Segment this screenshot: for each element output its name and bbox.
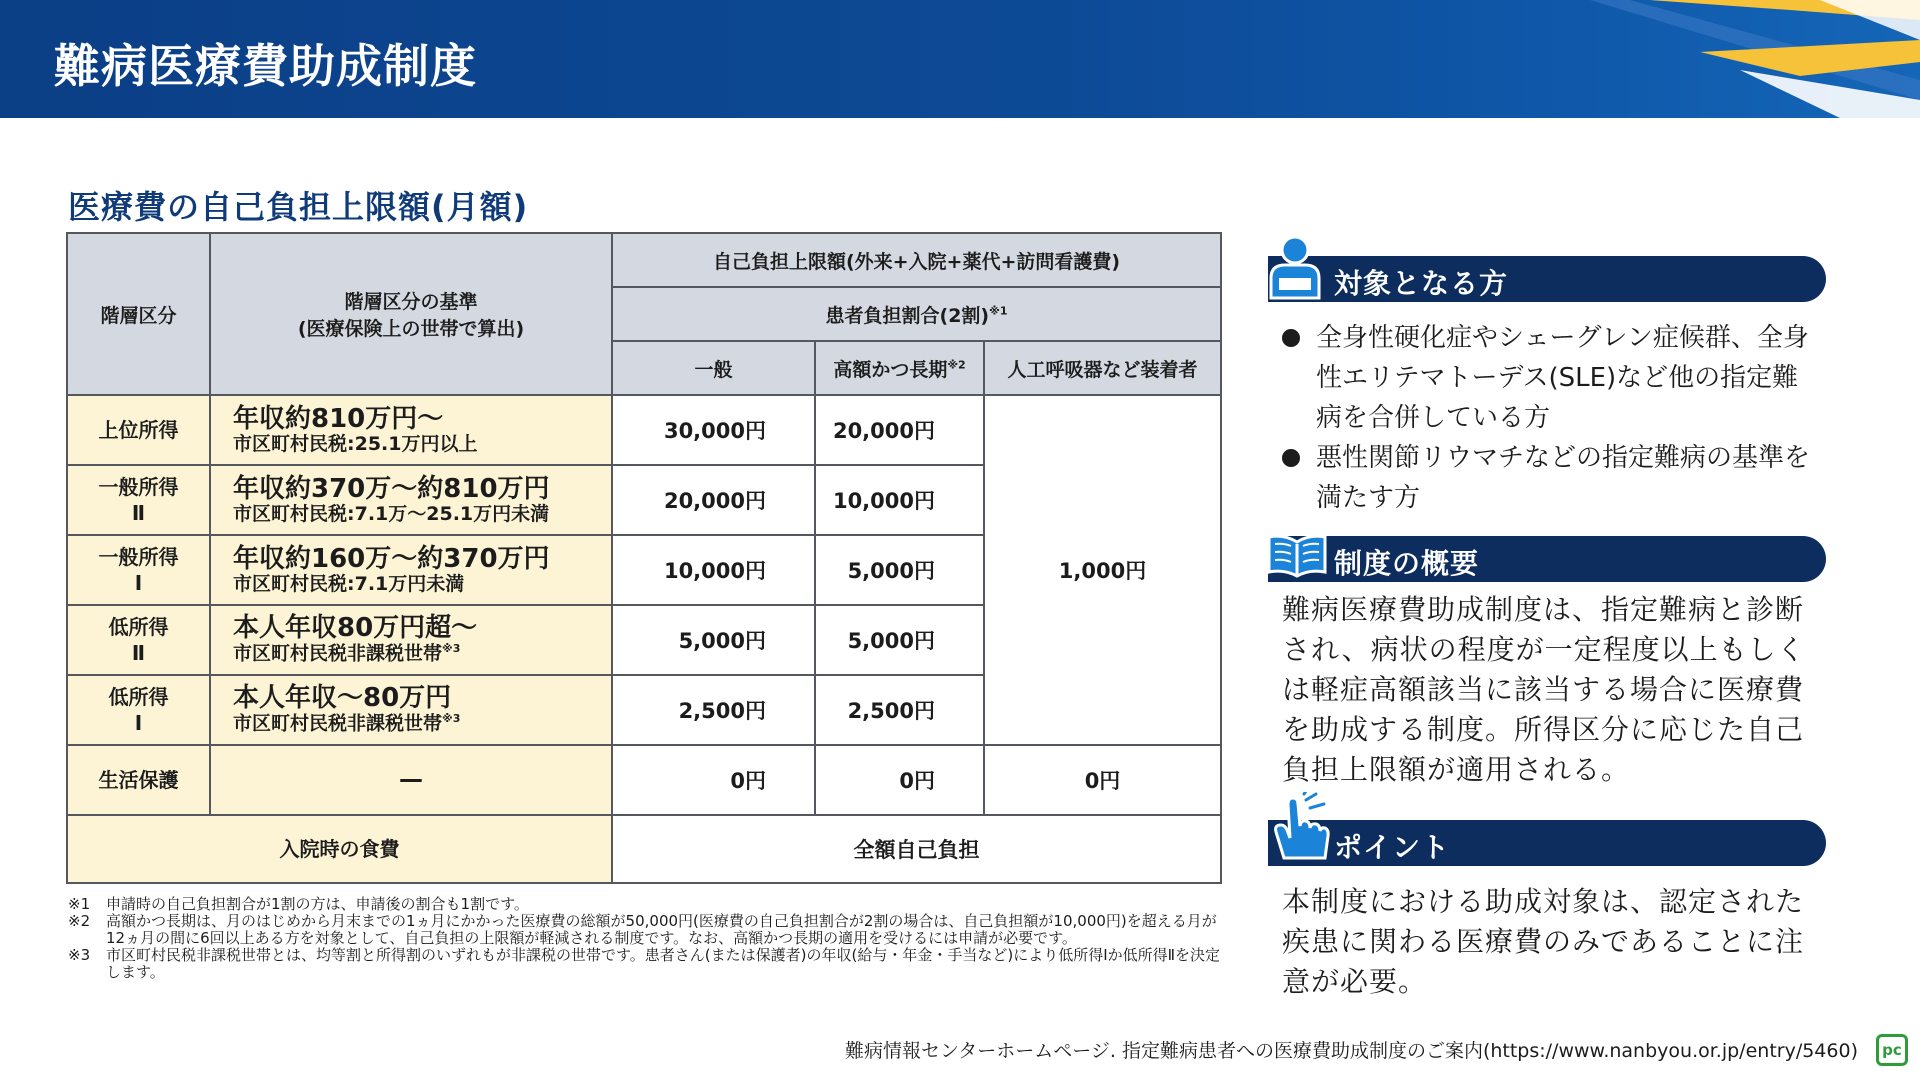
row-general-value: 20,000円 xyxy=(612,465,815,535)
row-general-value: 5,000円 xyxy=(612,605,815,675)
pointing-hand-icon xyxy=(1270,792,1336,866)
footnote-text: 市区町村民税非課税世帯とは、均等割と所得割のいずれもが非課税の世帯です。患者さん(または保護者)の年収(給与・年金・手当など)により低所得Ⅰか低所得Ⅱを決定します。 xyxy=(106,946,1221,981)
source-citation: 難病情報センターホームページ. 指定難病患者への医療費助成制度のご案内(https://www.nanbyou.or.jp/entry/5460) xyxy=(845,1040,1858,1062)
row-category-label: 一般所得 xyxy=(98,545,179,569)
footnote-mark: ※1 xyxy=(68,895,91,913)
header-general: 一般 xyxy=(612,341,815,395)
target-heading-bar xyxy=(1268,256,1826,302)
meal-value: 全額自己負担 xyxy=(612,815,1221,883)
footnote-mark: ※3 xyxy=(68,946,91,964)
target-list xyxy=(1282,318,1822,518)
row-criteria-main: 年収約370万〜約810万円 xyxy=(233,473,550,504)
header-criteria-line2: (医療保険上の世帯で算出) xyxy=(297,318,525,340)
row-criteria xyxy=(210,395,612,465)
welfare-ventilator-value: 0円 xyxy=(984,745,1221,815)
row-criteria xyxy=(210,605,612,675)
header-ratio xyxy=(612,287,1221,341)
row-criteria-sub xyxy=(233,713,611,735)
list-item-text: 悪性関節リウマチなどの指定難病の基準を満たす方 xyxy=(1316,443,1811,513)
row-longterm-value: 20,000円 xyxy=(815,395,984,465)
row-category-label: 低所得 xyxy=(108,615,169,639)
row-general-value: 2,500円 xyxy=(612,675,815,745)
footnote xyxy=(68,913,1228,947)
row-category-label: 上位所得 xyxy=(98,418,179,442)
ventilator-merged-value: 1,000円 xyxy=(984,395,1221,745)
row-category-level: Ⅰ xyxy=(134,571,143,595)
table-row-meal xyxy=(67,815,1221,883)
header-criteria-line1: 階層区分の基準 xyxy=(344,291,478,313)
table-row xyxy=(67,395,1221,465)
fee-limit-table xyxy=(66,232,1222,884)
footnote xyxy=(68,896,1228,913)
welfare-general-value: 0円 xyxy=(612,745,815,815)
person-icon xyxy=(1268,234,1322,300)
footnotes xyxy=(68,896,1228,981)
row-criteria-main: 本人年収80万円超〜 xyxy=(233,613,478,644)
row-criteria xyxy=(210,535,612,605)
row-longterm-value: 5,000円 xyxy=(815,605,984,675)
point-heading-bar xyxy=(1268,820,1826,866)
footnote-mark: ※2 xyxy=(68,912,91,930)
row-general-value: 10,000円 xyxy=(612,535,815,605)
row-category xyxy=(67,465,210,535)
header-longterm-label: 高額かつ長期 xyxy=(833,358,948,381)
row-longterm-value: 5,000円 xyxy=(815,535,984,605)
bullet-icon xyxy=(1282,449,1300,467)
meal-label: 入院時の食費 xyxy=(67,815,612,883)
row-category xyxy=(67,535,210,605)
row-criteria-sub-text: 市区町村民税非課税世帯 xyxy=(233,712,443,735)
row-category-level: Ⅱ xyxy=(131,641,146,665)
overview-text: 難病医療費助成制度は、指定難病と診断され、病状の程度が一定程度以上もしくは軽症高額該当に該当する場合に医療費を助成する制度。所得区分に応じた自己負担上限額が適用される。 xyxy=(1282,593,1806,786)
book-icon xyxy=(1266,532,1328,578)
header-category: 階層区分 xyxy=(67,233,210,395)
page-title: 難病医療費助成制度 xyxy=(54,39,477,93)
row-category-label: 低所得 xyxy=(108,685,169,709)
row-criteria-sub: 市区町村民税:7.1万円未満 xyxy=(233,572,465,595)
row-longterm-value: 2,500円 xyxy=(815,675,984,745)
header-ratio-note: ※1 xyxy=(989,304,1008,318)
header-longterm-note: ※2 xyxy=(947,358,966,372)
header-banner xyxy=(0,0,1920,118)
row-criteria xyxy=(210,675,612,745)
row-category-level: Ⅱ xyxy=(131,501,146,525)
overview-heading-bar xyxy=(1268,536,1826,582)
row-criteria-sub-text: 市区町村民税非課税世帯 xyxy=(233,642,443,665)
section-title: 医療費の自己負担上限額(月額) xyxy=(68,188,529,226)
bullet-icon xyxy=(1282,329,1300,347)
row-criteria-main: 本人年収〜80万円 xyxy=(233,683,452,714)
header-ratio-label: 患者負担割合(2割) xyxy=(825,304,990,327)
row-category xyxy=(67,395,210,465)
header-longterm xyxy=(815,341,984,395)
welfare-longterm-value: 0円 xyxy=(815,745,984,815)
point-text: 本制度における助成対象は、認定された疾患に関わる医療費のみであることに注意が必要。 xyxy=(1282,885,1805,998)
header-limit: 自己負担上限額(外来+入院+薬代+訪問看護費) xyxy=(612,233,1221,287)
row-criteria-sub: 市区町村民税:7.1万〜25.1万円未満 xyxy=(233,502,550,525)
list-item-text: 全身性硬化症やシェーグレン症候群、全身性エリテマトーデス(SLE)など他の指定難病を合併している方 xyxy=(1316,323,1809,433)
row-criteria-main: 年収約810万円〜 xyxy=(233,403,444,434)
point-heading: ポイント xyxy=(1334,831,1451,864)
row-criteria-sub: 市区町村民税:25.1万円以上 xyxy=(233,432,478,455)
row-criteria-sub-note: ※3 xyxy=(442,642,461,656)
table-row-welfare xyxy=(67,745,1221,815)
footnote-text: 高額かつ長期は、月のはじめから月末までの1ヵ月にかかった医療費の総額が50,000円(医療費の自己負担割合が2割の場合は、自己負担額が10,000円)を超える月が12ヵ月の間に6回以上ある方を対象として、自己負担の上限額が軽減される制度です。なお、高額かつ長期の適用を受けるには申請が必要です。 xyxy=(106,912,1217,947)
header-ventilator: 人工呼吸器など装着者 xyxy=(984,341,1221,395)
footnote-text: 申請時の自己負担割合が1割の方は、申請後の割合も1割です。 xyxy=(106,895,529,913)
row-criteria-sub xyxy=(233,643,611,665)
list-item xyxy=(1282,318,1822,438)
row-general-value: 30,000円 xyxy=(612,395,815,465)
header-decoration-graphic xyxy=(1590,0,1920,118)
row-longterm-value: 10,000円 xyxy=(815,465,984,535)
list-item xyxy=(1282,438,1822,518)
welfare-category: 生活保護 xyxy=(67,745,210,815)
header-criteria xyxy=(210,233,612,395)
pc-logo-icon: pc xyxy=(1876,1034,1908,1066)
target-heading: 対象となる方 xyxy=(1334,267,1509,300)
row-category xyxy=(67,605,210,675)
row-criteria-sub-note: ※3 xyxy=(442,712,461,726)
row-criteria xyxy=(210,465,612,535)
row-criteria-main: 年収約160万〜約370万円 xyxy=(233,543,550,574)
overview-heading: 制度の概要 xyxy=(1334,547,1480,580)
row-category-label: 一般所得 xyxy=(98,475,179,499)
footnote xyxy=(68,947,1228,981)
row-category xyxy=(67,675,210,745)
welfare-criteria: — xyxy=(210,745,612,815)
row-category-level: Ⅰ xyxy=(134,711,143,735)
